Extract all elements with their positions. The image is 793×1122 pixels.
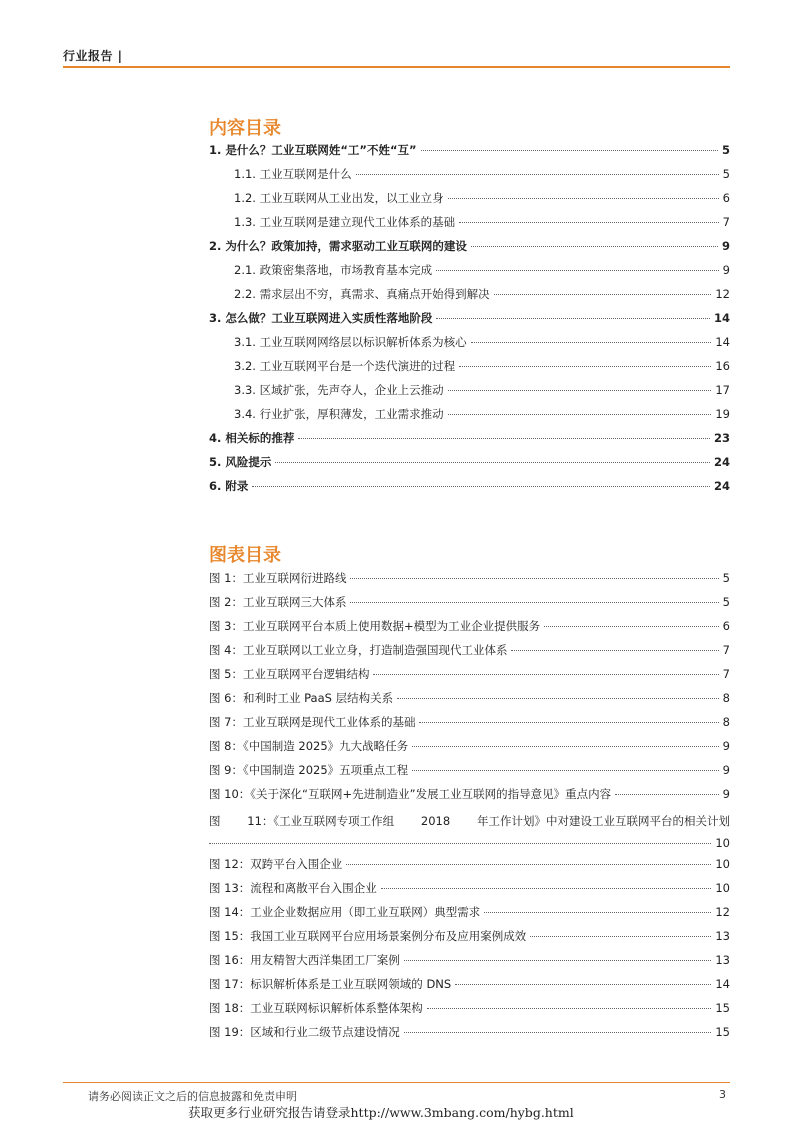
dot-leader [615, 794, 719, 795]
figure-entry-title: 图 4：工业互联网以工业立身，打造制造强国现代工业体系 [209, 643, 508, 657]
figure-entry-page: 10 [715, 857, 730, 871]
figure-entry-title: 图 19：区域和行业二级节点建设情况 [209, 1025, 400, 1039]
figure-entry-title: 图 10：《关于深化“互联网+先进制造业”发展工业互联网的指导意见》重点内容 [209, 787, 612, 801]
dot-leader [404, 1032, 712, 1033]
toc-entry-title: 3.4. 行业扩张，厚积薄发，工业需求推动 [234, 407, 444, 421]
toc-entry-page: 24 [713, 479, 730, 493]
dot-leader [427, 1008, 712, 1009]
figure-entry[interactable] [209, 810, 730, 856]
figure-entry-title: 图 9：《中国制造 2025》五项重点工程 [209, 763, 409, 777]
toc-entry-page: 9 [721, 239, 730, 253]
dot-leader [373, 674, 718, 675]
figure-entry-page: 5 [722, 571, 730, 585]
figure-entry-page: 12 [715, 905, 730, 919]
figure-entry-title: 图 11：《工业互联网专项工作组 2018 年工作计划》中对建设工业互联网平台的相关计划 [209, 814, 730, 828]
figure-entry-page: 7 [722, 667, 730, 681]
dot-leader [530, 936, 711, 937]
figure-entry[interactable] [209, 714, 730, 738]
figure-entry[interactable] [209, 762, 730, 786]
dot-leader [397, 698, 719, 699]
toc-entry[interactable] [209, 454, 730, 478]
figure-entry[interactable] [209, 856, 730, 880]
figure-entry-title: 图 17：标识解析体系是工业互联网领域的 DNS [209, 977, 452, 991]
figure-entry-page: 14 [715, 977, 730, 991]
figure-entry-title: 图 15：我国工业互联网平台应用场景案例分布及应用案例成效 [209, 929, 527, 943]
dot-leader [419, 722, 718, 723]
toc-entry[interactable] [209, 478, 730, 502]
figure-entry-page: 13 [715, 953, 730, 967]
figure-entry[interactable] [209, 738, 730, 762]
toc-entry[interactable] [209, 334, 730, 358]
toc-entry-title: 2. 为什么？政策加持，需求驱动工业互联网的建设 [209, 239, 467, 253]
figure-entry-continuation [209, 832, 730, 854]
dot-leader [350, 578, 718, 579]
figure-entry-page: 15 [715, 1025, 730, 1039]
footer-website-link[interactable]: 获取更多行业研究报告请登录http://www.3mbang.com/hybg.html [188, 1105, 574, 1120]
footer-divider [63, 1082, 730, 1083]
toc-entry[interactable] [209, 406, 730, 430]
toc-entry-title: 4. 相关标的推荐 [209, 431, 295, 445]
figure-entry-page: 9 [722, 763, 730, 777]
dot-leader [448, 414, 712, 415]
toc-entry-page: 9 [722, 263, 730, 277]
dot-leader [252, 486, 710, 487]
toc-entry-title: 6. 附录 [209, 479, 249, 493]
toc-entry[interactable] [209, 358, 730, 382]
figure-entry-page: 13 [715, 929, 730, 943]
toc-entry-title: 3.3. 区域扩张，先声夺人，企业上云推动 [234, 383, 444, 397]
figure-entry-page: 8 [722, 691, 730, 705]
toc-entry-title: 2.2. 需求层出不穷，真需求、真痛点开始得到解决 [234, 287, 490, 301]
dot-leader [381, 888, 712, 889]
dot-leader [298, 438, 710, 439]
figure-entry-title: 图 3：工业互联网平台本质上使用数据+模型为工业企业提供服务 [209, 619, 541, 633]
toc-entry-title: 5. 风险提示 [209, 455, 272, 469]
toc-entry-page: 7 [722, 215, 730, 229]
dot-leader [436, 270, 719, 271]
dot-leader [350, 602, 718, 603]
toc-entry[interactable] [209, 142, 730, 166]
figure-entry-title: 图 12：双跨平台入围企业 [209, 857, 343, 871]
toc-entry-page: 5 [722, 167, 730, 181]
dot-leader [436, 318, 710, 319]
figure-entry-page: 15 [715, 1001, 730, 1015]
figure-entry-title: 图 14：工业企业数据应用（即工业互联网）典型需求 [209, 905, 481, 919]
figure-entry[interactable] [209, 690, 730, 714]
figure-list-title: 图表目录 [209, 545, 281, 566]
toc-list [209, 142, 730, 502]
figure-entry[interactable] [209, 880, 730, 904]
figure-entry-title: 图 5：工业互联网平台逻辑结构 [209, 667, 370, 681]
dot-leader [412, 770, 719, 771]
figure-entry[interactable] [209, 618, 730, 642]
dot-leader [494, 294, 712, 295]
toc-entry[interactable] [209, 382, 730, 406]
toc-entry-title: 1.1. 工业互联网是什么 [234, 167, 352, 181]
header-divider [63, 66, 730, 68]
figure-entry-title: 图 16：用友精智大西洋集团工厂案例 [209, 953, 400, 967]
toc-entry[interactable] [209, 166, 730, 190]
figure-entry-title: 图 1：工业互联网衍进路线 [209, 571, 347, 585]
figure-entry[interactable] [209, 928, 730, 952]
toc-entry-title: 1.2. 工业互联网从工业出发，以工业立身 [234, 191, 444, 205]
figure-entry-page: 10 [715, 881, 730, 895]
toc-entry[interactable] [209, 262, 730, 286]
toc-title: 内容目录 [209, 118, 281, 139]
toc-entry-title: 3.2. 工业互联网平台是一个迭代演进的过程 [234, 359, 456, 373]
toc-entry[interactable] [209, 238, 730, 262]
toc-entry-title: 2.1. 政策密集落地，市场教育基本完成 [234, 263, 433, 277]
toc-entry[interactable] [209, 310, 730, 334]
figure-entry[interactable] [209, 570, 730, 594]
toc-entry-title: 1.3. 工业互联网是建立现代工业体系的基础 [234, 215, 456, 229]
figure-entry[interactable] [209, 904, 730, 928]
dot-leader [275, 462, 710, 463]
figure-entry-title: 图 2：工业互联网三大体系 [209, 595, 347, 609]
figure-entry[interactable] [209, 786, 730, 810]
dot-leader [471, 342, 712, 343]
toc-entry-title: 1. 是什么？工业互联网姓“工”不姓“互” [209, 143, 417, 157]
figure-entry-page: 6 [722, 619, 730, 633]
dot-leader [459, 222, 719, 223]
figure-entry[interactable] [209, 594, 730, 618]
toc-entry-page: 19 [715, 407, 730, 421]
toc-entry-page: 23 [713, 431, 730, 445]
dot-leader [404, 960, 712, 961]
figure-entry-page: 9 [722, 739, 730, 753]
dot-leader [421, 150, 718, 151]
figure-entry-title: 图 7：工业互联网是现代工业体系的基础 [209, 715, 416, 729]
figure-entry[interactable] [209, 642, 730, 666]
figure-entry-title: 图 13：流程和离散平台入围企业 [209, 881, 377, 895]
toc-entry-page: 12 [715, 287, 730, 301]
figure-entry[interactable] [209, 666, 730, 690]
toc-entry[interactable] [209, 286, 730, 310]
toc-entry[interactable] [209, 214, 730, 238]
figure-list [209, 570, 730, 1048]
figure-entry-title: 图 6：和利时工业 PaaS 层结构关系 [209, 691, 394, 705]
toc-entry-page: 14 [715, 335, 730, 349]
toc-entry[interactable] [209, 190, 730, 214]
figure-entry-page: 10 [715, 836, 730, 850]
footer-disclaimer: 请务必阅读正文之后的信息披露和免责申明 [88, 1090, 297, 1103]
figure-entry-page: 7 [722, 643, 730, 657]
dot-leader [459, 366, 711, 367]
dot-leader [544, 626, 719, 627]
toc-entry-title: 3. 怎么做？工业互联网进入实质性落地阶段 [209, 311, 433, 325]
dot-leader [448, 198, 719, 199]
dot-leader [412, 746, 719, 747]
toc-entry-page: 24 [713, 455, 730, 469]
toc-entry-page: 5 [721, 143, 730, 157]
toc-entry-page: 16 [715, 359, 730, 373]
figure-entry-page: 8 [722, 715, 730, 729]
figure-entry-title: 图 8：《中国制造 2025》九大战略任务 [209, 739, 409, 753]
figure-entry-title: 图 18：工业互联网标识解析体系整体架构 [209, 1001, 423, 1015]
figure-entry-page: 9 [722, 787, 730, 801]
toc-entry-page: 14 [713, 311, 730, 325]
toc-entry-page: 17 [715, 383, 730, 397]
dot-leader [484, 912, 711, 913]
figure-entry[interactable] [209, 976, 730, 1000]
toc-entry-page: 6 [722, 191, 730, 205]
page-number: 3 [719, 1088, 726, 1101]
dot-leader [455, 984, 711, 985]
figure-entry-page: 5 [722, 595, 730, 609]
dot-leader [448, 390, 712, 391]
toc-entry-title: 3.1. 工业互联网网络层以标识解析体系为核心 [234, 335, 467, 349]
toc-entry[interactable] [209, 430, 730, 454]
report-type-label: 行业报告 | [63, 49, 123, 63]
figure-entry[interactable] [209, 952, 730, 976]
figure-entry[interactable] [209, 1024, 730, 1048]
dot-leader [346, 864, 711, 865]
dot-leader [511, 650, 718, 651]
dot-leader [209, 843, 711, 844]
dot-leader [471, 246, 718, 247]
figure-entry[interactable] [209, 1000, 730, 1024]
dot-leader [356, 174, 719, 175]
